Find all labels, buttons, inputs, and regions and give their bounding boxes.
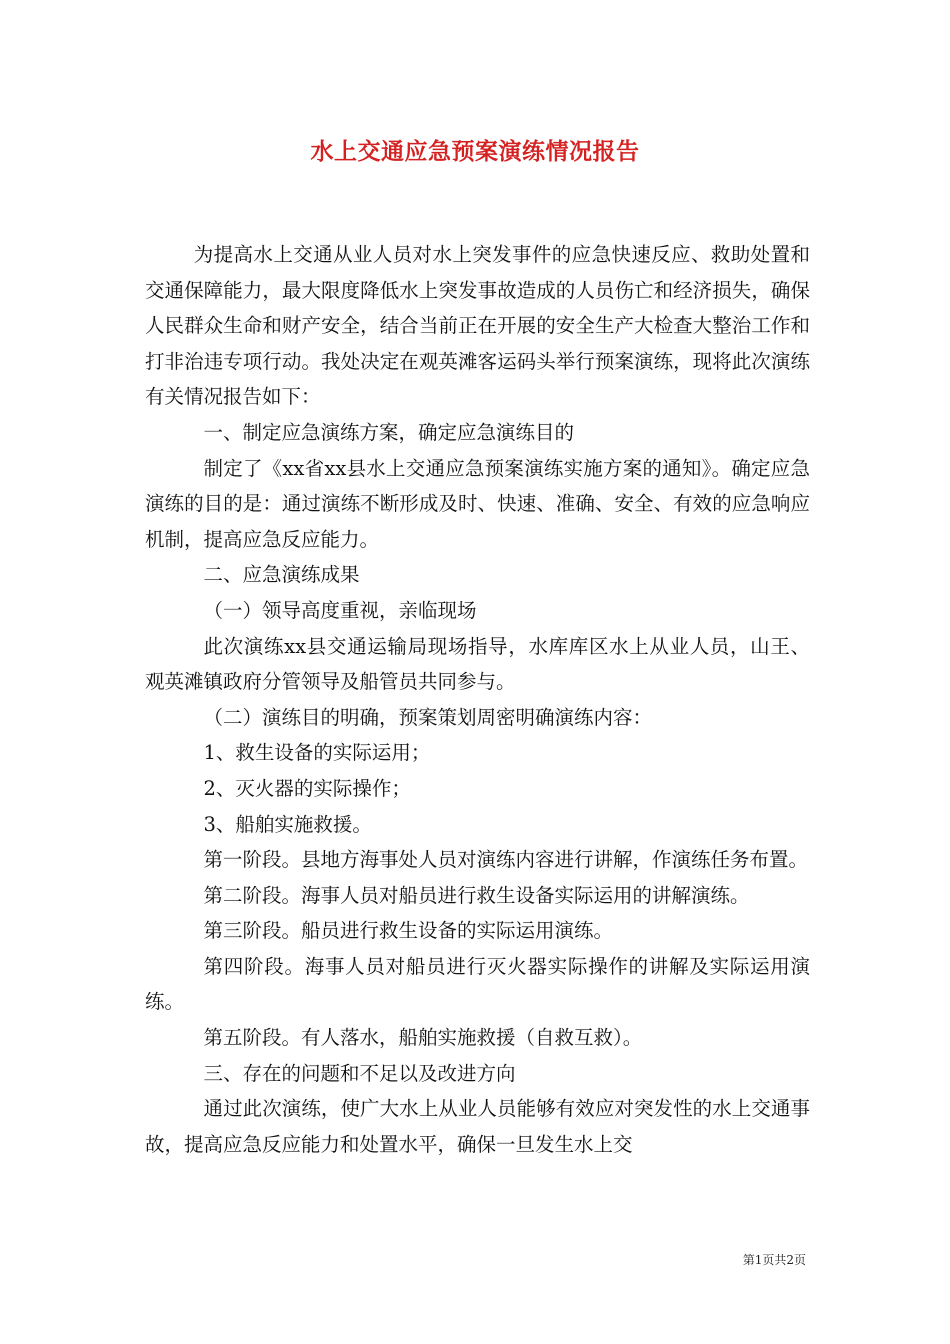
stage-paragraph: 第五阶段。有人落水，船舶实施救援（自救互救）。 — [203, 1026, 643, 1050]
list-item: 2、灭火器的实际操作； — [203, 776, 411, 800]
list-item: 1、救生设备的实际运用； — [203, 741, 431, 765]
subsection-heading-1: （一）领导高度重视，亲临现场 — [203, 598, 477, 622]
paragraph-participants: 此次演练xx县交通运输局现场指导，水库库区水上从业人员，山王、观英滩镇政府分管领导及船管员共同参与。 — [145, 634, 810, 694]
paragraph-conclusion: 通过此次演练，使广大水上从业人员能够有效应对突发性的水上交通事故，提高应急反应能力和处置水平，确保一旦发生水上交 — [145, 1097, 810, 1156]
section-heading-3: 三、存在的问题和不足以及改进方向 — [203, 1061, 516, 1085]
stage-paragraph: 第二阶段。海事人员对船员进行救生设备实际运用的讲解演练。 — [203, 883, 750, 907]
section-heading-1: 一、制定应急演练方案，确定应急演练目的 — [203, 420, 575, 444]
stage-paragraph: 第四阶段。海事人员对船员进行灭火器实际操作的讲解及实际运用演练。 — [145, 954, 810, 1014]
list-item: 3、船舶实施救援。 — [203, 812, 372, 836]
paragraph-plan: 制定了《xx省xx县水上交通应急预案演练实施方案的通知》。确定应急演练的目的是：通过演练不断形成及时、快速、准确、安全、有效的应急响应机制，提高应急反应能力。 — [145, 456, 810, 551]
document-body — [145, 237, 810, 1162]
intro-paragraph: 为提高水上交通从业人员对水上突发事件的应急快速反应、救助处置和交通保障能力，最大限度降低水上突发事故造成的人员伤亡和经济损失，确保人民群众生命和财产安全，结合当前正在开展的安全生产大检查大整治工作和打非治违专项行动。我处决定在观英滩客运码头举行预案演练，现将此次演练有关情况报告如下： — [145, 243, 810, 409]
subsection-heading-2: （二）演练目的明确，预案策划周密明确演练内容： — [203, 705, 653, 729]
page-number: 第1页共2页 — [742, 1253, 806, 1267]
section-heading-2: 二、应急演练成果 — [203, 563, 360, 587]
document-title: 水上交通应急预案演练情况报告 — [310, 138, 640, 165]
stage-paragraph: 第三阶段。船员进行救生设备的实际运用演练。 — [203, 919, 614, 943]
stage-paragraph: 第一阶段。县地方海事处人员对演练内容进行讲解，作演练任务布置。 — [203, 848, 809, 872]
